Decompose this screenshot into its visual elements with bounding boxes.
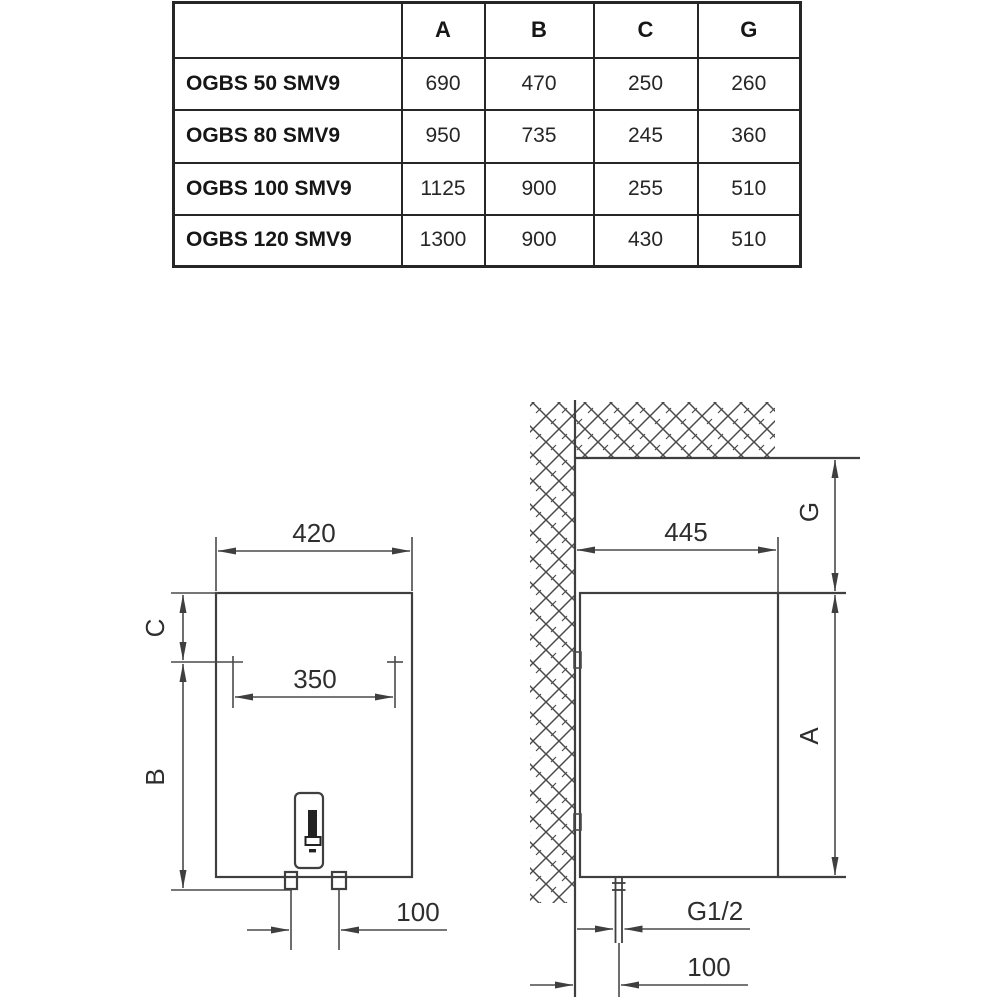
value-c: 250: [594, 58, 698, 110]
value-b: 470: [485, 58, 594, 110]
header-g: G: [698, 3, 801, 58]
model-name: OGBS 120 SMV9: [174, 215, 402, 267]
value-g: 510: [698, 163, 801, 215]
control-switch: [308, 810, 317, 837]
header-c: C: [594, 3, 698, 58]
dim-label-b: B: [140, 768, 170, 786]
table-row: [174, 215, 801, 267]
value-b: 900: [485, 215, 594, 267]
control-indicator: [309, 849, 316, 852]
value-g: 260: [698, 58, 801, 110]
model-name: OGBS 100 SMV9: [174, 163, 402, 215]
dim-label-pipe-spacing: 100: [396, 897, 440, 927]
value-g: 510: [698, 215, 801, 267]
model-name: OGBS 80 SMV9: [174, 110, 402, 163]
model-name: OGBS 50 SMV9: [174, 58, 402, 110]
front-view-drawing: [140, 518, 447, 950]
control-slider-knob: [306, 837, 321, 845]
value-g: 360: [698, 110, 801, 163]
dim-label-thread: G1/2: [686, 896, 744, 926]
table-header-row: [174, 3, 801, 58]
spec-table: [172, 1, 802, 268]
dim-label-wall-to-pipe: 100: [687, 952, 731, 982]
value-c: 255: [594, 163, 698, 215]
value-a: 1125: [402, 163, 485, 215]
value-b: 900: [485, 163, 594, 215]
dim-label-width: 420: [292, 518, 336, 548]
value-c: 245: [594, 110, 698, 163]
table-row: [174, 110, 801, 163]
dim-label-depth: 445: [664, 517, 708, 547]
dim-label-mount-spacing: 350: [293, 664, 337, 694]
header-a: A: [402, 3, 485, 58]
side-unit-outline: [580, 593, 778, 877]
table-row: [174, 58, 801, 110]
header-b: B: [485, 3, 594, 58]
value-a: 690: [402, 58, 485, 110]
value-b: 735: [485, 110, 594, 163]
table-row: [174, 163, 801, 215]
value-c: 430: [594, 215, 698, 267]
dim-label-top-offset: C: [140, 618, 170, 638]
side-view-drawing: [530, 400, 860, 997]
header-model: [174, 3, 402, 58]
value-a: 950: [402, 110, 485, 163]
dim-label-clearance: G: [794, 501, 824, 523]
dim-label-height: A: [794, 727, 824, 745]
value-a: 1300: [402, 215, 485, 267]
